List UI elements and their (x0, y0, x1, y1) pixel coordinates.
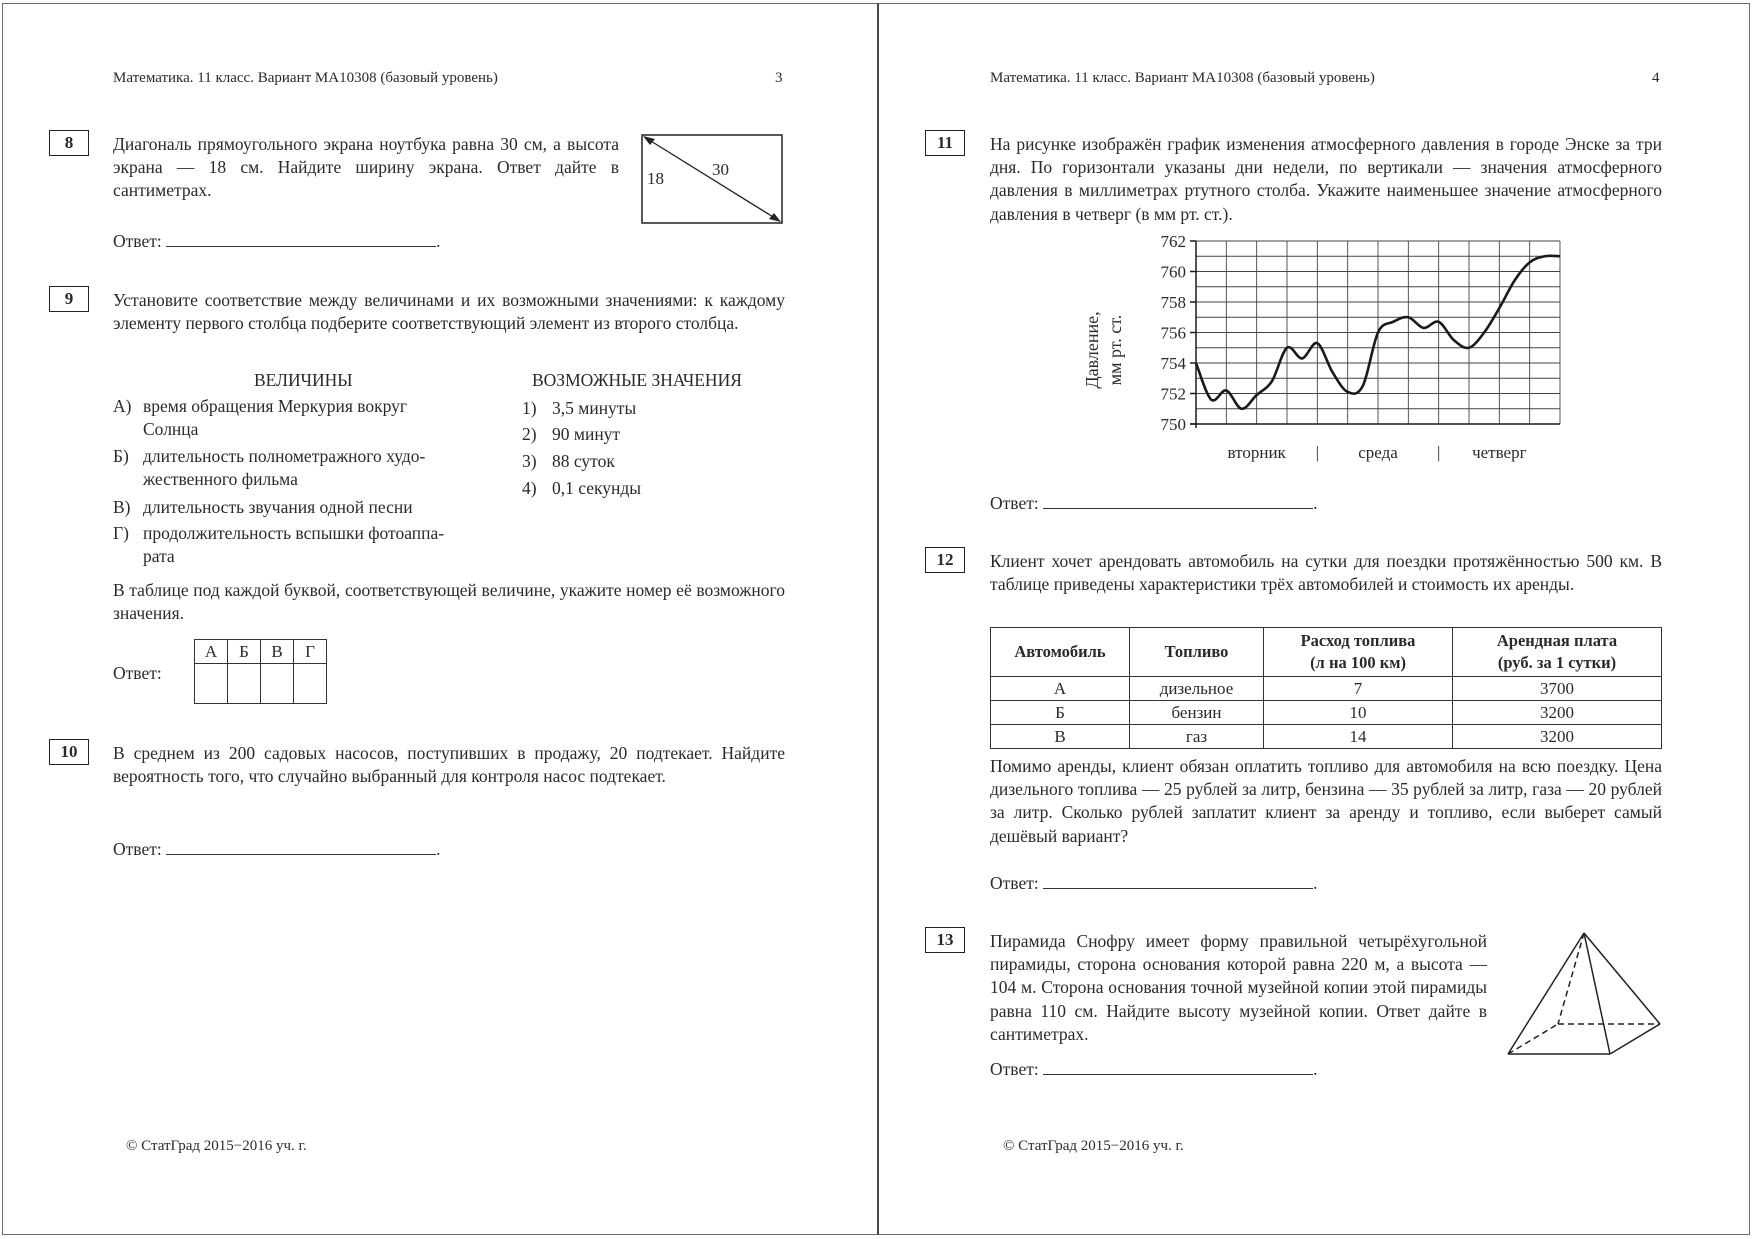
left-page-header: Математика. 11 класс. Вариант МА10308 (базовый уровень) (113, 70, 498, 86)
rental-cell: 14 (1264, 725, 1453, 749)
value-2-text: 90 минут (552, 424, 621, 444)
question-12-answer-field[interactable] (1043, 872, 1313, 889)
answer-cell-v[interactable] (261, 664, 294, 704)
quantity-v-letter: В) (113, 497, 131, 517)
chart-y-label-line1: Давление, (1082, 311, 1102, 389)
y-tick-label: 750 (1160, 415, 1186, 434)
quantities-column-title: ВЕЛИЧИНЫ (254, 370, 353, 390)
rental-cell: В (991, 725, 1130, 749)
page-divider (877, 3, 879, 1235)
value-4-num: 4) (522, 478, 537, 498)
y-tick-label: 756 (1160, 323, 1186, 343)
chart-y-label-line2: мм рт. ст. (1105, 314, 1125, 386)
answer-cell-b[interactable] (228, 664, 261, 704)
quantity-b-letter: Б) (113, 446, 129, 466)
question-8-number: 8 (49, 130, 89, 156)
chart-x-labels (1228, 443, 1527, 462)
rental-cell: 3700 (1453, 677, 1662, 701)
right-page-footer: © СтатГрад 2015−2016 уч. г. (1003, 1138, 1184, 1154)
rental-cell: А (991, 677, 1130, 701)
y-tick-label: 754 (1160, 354, 1186, 373)
quantity-item-g (113, 522, 501, 567)
y-tick-label: 752 (1160, 384, 1186, 404)
question-10-text: В среднем из 200 садовых насосов, поступивших в продажу, 20 подтекает. Найдите вероятность того, что случайно выбранный для контроля насос подтекает. (113, 743, 785, 787)
value-3-text: 88 суток (552, 451, 615, 471)
rental-cell: Б (991, 701, 1130, 725)
quantity-item-b (113, 445, 501, 490)
y-tick-label: 762 (1160, 232, 1186, 251)
answer-cell-g[interactable] (294, 664, 327, 704)
quantity-g-letter: Г) (113, 523, 129, 543)
x-group-separator: | (1436, 443, 1441, 462)
rental-cell: дизельное (1130, 677, 1264, 701)
value-1-text: 3,5 минуты (552, 398, 637, 418)
answer-header-v: В (261, 640, 294, 664)
quantity-b-line2: жественного фильма (143, 468, 298, 489)
quantity-a-line2: Солнца (143, 418, 199, 439)
right-page-number: 4 (1652, 70, 1660, 86)
x-group-separator: | (1315, 443, 1320, 462)
rental-cell: 3200 (1453, 725, 1662, 749)
quantity-a-letter: А) (113, 396, 132, 416)
question-8-answer-field[interactable] (166, 230, 436, 247)
question-12-text2: Помимо аренды, клиент обязан оплатить топливо для автомобиля на всю поездку. Цена дизельного топлива — 25 рублей за литр, бензина — 35 рублей за литр, газа — 20 рублей за литр. Сколько рублей заплатит клиент за аренду и топливо, если выберет самый дешёвый вариант? (990, 756, 1662, 846)
left-page-number: 3 (775, 70, 783, 86)
rental-cell: 3200 (1453, 701, 1662, 725)
value-2-num: 2) (522, 424, 537, 444)
question-8-text: Диагональ прямоугольного экрана ноутбука равна 30 см, а высота экрана — 18 см. Найдите ширину экрана. Ответ дайте в сантиметрах. (113, 134, 619, 201)
question-11-answer: Ответ: . (990, 493, 1318, 513)
rental-header-car: Автомобиль (991, 628, 1130, 677)
x-group-label: вторник (1227, 443, 1286, 462)
answer-cell-a[interactable] (195, 664, 228, 704)
rental-header-price: Арендная плата (руб. за 1 сутки) (1453, 628, 1662, 677)
question-13-text: Пирамида Снофру имеет форму правильной четырёхугольной пирамиды, сторона основания которой равна 220 м, а высота — 104 м. Сторона основания точной музейной копии этой пирамиды равна 110 см. Найдите высоту музейной копии. Ответ дайте в сантиметрах. (990, 931, 1487, 1044)
pressure-chart (1080, 230, 1580, 470)
quantity-v-line1: длительность звучания одной песни (143, 497, 413, 517)
answer-label: Ответ: (113, 231, 162, 251)
question-12-number: 12 (925, 547, 965, 573)
quantity-g-line1: продолжительность вспышки фотоаппа- (143, 523, 445, 543)
quantity-item-v (113, 496, 501, 519)
value-item-4 (522, 477, 641, 500)
question-9-instruction: В таблице под каждой буквой, соответствующей величине, укажите номер её возможного значения. (113, 580, 785, 624)
value-1-num: 1) (522, 398, 537, 418)
value-3-num: 3) (522, 451, 537, 471)
value-item-2 (522, 423, 620, 446)
quantity-item-a (113, 395, 501, 440)
rental-cell: газ (1130, 725, 1264, 749)
rental-table (990, 627, 1662, 749)
answer-header-a: А (195, 640, 228, 664)
x-group-label: среда (1358, 443, 1398, 462)
y-tick-label: 758 (1160, 293, 1186, 312)
left-page-footer: © СтатГрад 2015−2016 уч. г. (126, 1138, 307, 1154)
quantity-g-line2: рата (143, 545, 175, 566)
answer-header-g: Г (294, 640, 327, 664)
answer-label: Ответ: (990, 1059, 1039, 1079)
question-10-answer-field[interactable] (166, 838, 436, 855)
rental-header-fuel: Топливо (1130, 628, 1264, 677)
quantity-b-line1: длительность полнометражного худо- (143, 446, 426, 466)
question-13-number: 13 (925, 927, 965, 953)
question-11-answer-field[interactable] (1043, 492, 1313, 509)
question-8-answer: Ответ: . (113, 231, 441, 251)
x-group-label: четверг (1472, 443, 1527, 462)
question-11-number: 11 (925, 130, 965, 156)
question-10-answer: Ответ: . (113, 839, 441, 859)
answer-label: Ответ: (990, 873, 1039, 893)
value-item-1 (522, 397, 636, 420)
rental-cell: 7 (1264, 677, 1453, 701)
answer-label: Ответ: (113, 839, 162, 859)
question-13-answer-field[interactable] (1043, 1058, 1313, 1075)
table-row (991, 701, 1662, 725)
table-row (991, 677, 1662, 701)
rental-header-consumption: Расход топлива (л на 100 км) (1264, 628, 1453, 677)
question-8-rectangle-figure (640, 133, 786, 226)
question-9-text: Установите соответствие между величинами и их возможными значениями: к каждому элементу первого столбца подберите соответствующий элемент из второго столбца. (113, 290, 785, 334)
question-9-answer-table (194, 639, 327, 704)
values-column-title: ВОЗМОЖНЫЕ ЗНАЧЕНИЯ (532, 370, 742, 390)
rental-cell: 10 (1264, 701, 1453, 725)
question-13-answer: Ответ: . (990, 1059, 1318, 1079)
figure-label-diagonal: 30 (712, 160, 729, 179)
answer-label: Ответ: (990, 493, 1039, 513)
rental-cell: бензин (1130, 701, 1264, 725)
question-11-text: На рисунке изображён график изменения атмосферного давления в городе Энске за три дня. По горизонтали указаны дни недели, по вертикали — значения атмосферного давления в миллиметрах ртутного столба. Укажите наименьшее значение атмосферного давления в четверг (в мм рт. ст.). (990, 134, 1662, 224)
question-9-number: 9 (49, 286, 89, 312)
figure-label-side: 18 (647, 169, 664, 188)
chart-y-ticks (1161, 232, 1197, 434)
value-item-3 (522, 450, 615, 473)
question-12-text: Клиент хочет арендовать автомобиль на сутки для поездки протяжённостью 500 км. В таблице приведены характеристики трёх автомобилей и стоимость их аренды. (990, 551, 1662, 595)
table-row (991, 725, 1662, 749)
question-12-answer: Ответ: . (990, 873, 1318, 893)
y-tick-label: 760 (1160, 262, 1186, 282)
question-9-answer-label: Ответ: (113, 663, 162, 683)
answer-header-b: Б (228, 640, 261, 664)
question-10-number: 10 (49, 739, 89, 765)
value-4-text: 0,1 секунды (552, 478, 642, 498)
quantity-a-line1: время обращения Меркурия вокруг (143, 396, 408, 416)
pyramid-figure (1500, 928, 1666, 1060)
right-page-header: Математика. 11 класс. Вариант МА10308 (базовый уровень) (990, 70, 1375, 86)
